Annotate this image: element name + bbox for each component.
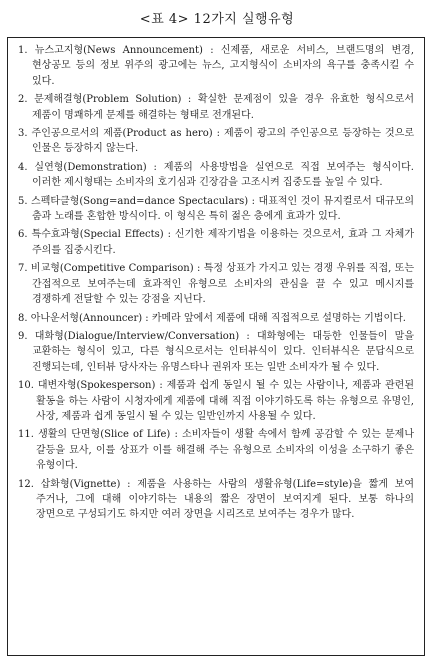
list-item-vignette: 12. 삽화형(Vignette) : 제품을 사용하는 사람의 생활유형(Life=style)을 짧게 보여 주거나, 그에 대해 이야기하는 내용의 짧은 장면이 보여지게 된다. 보통 하나의 장면으로 구성되기도 하지만 여러 장면을 시리즈로 보여주는 경우가 많다. [18, 478, 414, 521]
list-item-spokesperson: 10. 대변자형(Spokesperson) : 제품과 쉽게 동일시 될 수 있는 사람이나, 제품과 관련된 활동을 하는 사람이 시청자에게 제품에 대해 직접 이야기하도록 하는 유형으로 유명인, 사장, 제품과 쉽게 동일시 될 수 있는 일반인까지 사용될 수 있다. [18, 380, 414, 422]
list-item-dialogue: 9. 대화형(Dialogue/Interview/Conversation) : 대화형에는 대등한 인물들이 말을 교환하는 형식이 있고, 다른 형식으로서는 인터뷰식이 있다. 인터뷰식은 문답식으로 진행되는데, 인터뷰 당사자는 유명스타나 권위자 또는 일반 소비자가 될 수 있다. [18, 330, 414, 373]
list-item-competitive-comparison: 7. 비교형(Competitive Comparison) : 특정 상표가 가지고 있는 경쟁 우위를 직접, 또는 간접적으로 보여주는데 효과적인 유형으로 소비자의 관심을 끌 수 있고 메시지를 경쟁하게 전달할 수 있는 강점을 지닌다. [18, 263, 414, 306]
list-item-demonstration: 4. 실연형(Demonstration) : 제품의 사용방법을 실연으로 직접 보여주는 형식이다. 이러한 제시형태는 소비자의 호기심과 긴장감을 고조시켜 집중도를 높일 수 있다. [18, 161, 414, 189]
list-item-news-announcement: 1. 뉴스고지형(News Announcement) : 신제품, 새로운 서비스, 브랜드명의 변경, 현상공모 등의 정보 위주의 광고에는 뉴스, 고지형식이 소비자의 욕구를 충족시킬 수 있다. [18, 45, 414, 87]
list-item-slice-of-life: 11. 생활의 단면형(Slice of Life) : 소비자들이 생활 속에서 함께 공감할 수 있는 문제나 갈등을 묘사, 이를 상표가 이를 해결해 주는 유형으로 소비자의 이성을 소구하기 좋은 유형이다. [18, 429, 414, 472]
execution-type-list [18, 43, 414, 526]
table-caption: <표 4> 12가지 실행유형 [139, 12, 295, 27]
list-item-special-effects: 6. 특수효과형(Special Effects) : 신기한 제작기법을 이용하는 것으로서, 효과 그 자체가 주의를 집중시킨다. [18, 229, 414, 256]
list-item-problem-solution: 2. 문제해결형(Problem Solution) : 확실한 문제점이 있을 경우 유효한 형식으로서 제품이 명쾌하게 문제를 해결하는 형태로 전개된다. [18, 94, 414, 121]
list-item-spectaculars: 5. 스펙타클형(Song=and=dance Spectaculars) : 대표적인 것이 뮤지컬로서 대규모의 춤과 노래를 혼합한 방식이다. 이 형식은 특히 젊은 층에게 효과가 있다. [18, 195, 414, 223]
list-item-announcer: 8. 아나운서형(Announcer) : 카메라 앞에서 제품에 대해 직접적으로 설명하는 기법이다. [18, 312, 406, 324]
content-box [7, 37, 425, 656]
list-item-product-as-hero: 3. 주인공으로서의 제품(Product as hero) : 제품이 광고의 주인공으로 등장하는 것으로 인물은 등장하지 않는다. [18, 128, 414, 155]
